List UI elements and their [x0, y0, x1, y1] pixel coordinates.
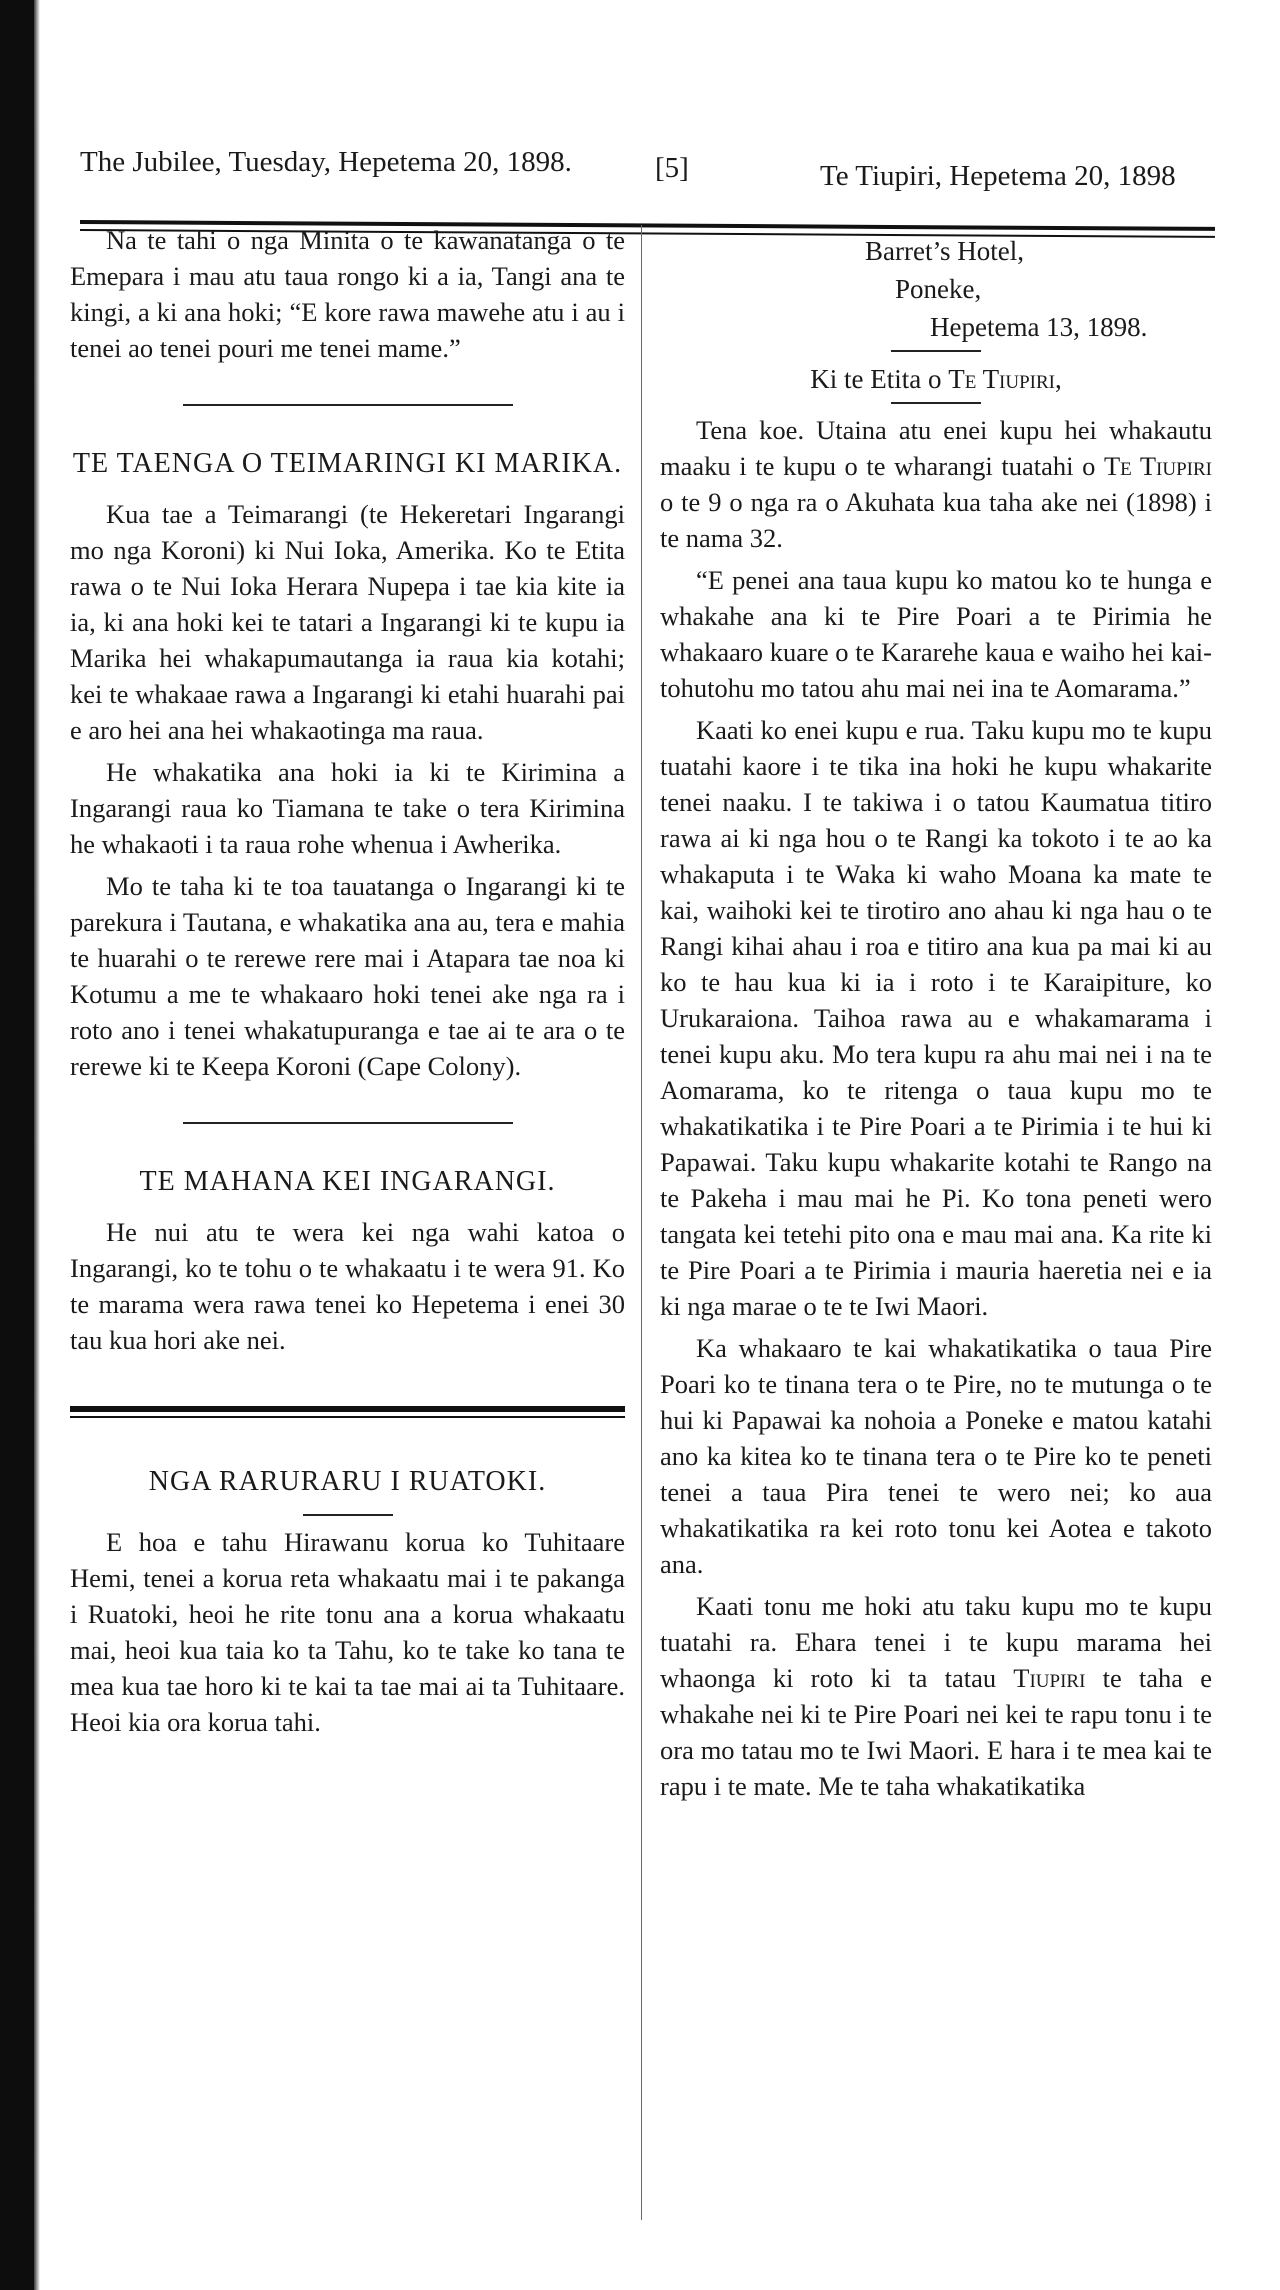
article-paragraph: He nui atu te wera kei nga wahi katoa o Ingarangi, ko te tohu o te whakaatu i te wera 91. Ko te marama wera rawa tenei ko Hepetema i enei 30 tau kua hori ake nei. — [70, 1217, 625, 1355]
letter-address-line: Poneke, — [895, 274, 982, 304]
letter-paragraph: “E penei ana taua kupu ko matou ko te hunga e whakahe ana ki te Pire Poari a te Pirimia he whakaaro kuare o te Kararehe kaua e waiho hei kai-tohutohu mo tatou ahu mai nei ina te Aomarama.” — [660, 565, 1212, 703]
double-rule-separator — [70, 1406, 625, 1418]
page-binding-edge — [0, 0, 34, 2290]
letter-paragraph: Ka whakaaro te kai whakatikatika o taua Pire Poari ko te tinana tera o te Pire, no te mutunga o te hui ki Papawai ka nohoia a Poneke e matou katahi ano ka kitea ko te tinana tera o te Pire ko te peneti tenei a taua Pira tenei te wero nei; ko aua whakatikatika ra kei roto tonu kei Aotea e takoto ana. — [660, 1333, 1212, 1579]
paper-name: Te Tiupiri — [1103, 451, 1212, 481]
column-divider — [641, 225, 642, 2220]
letter-separator — [891, 350, 981, 352]
letter-address-block — [660, 232, 1212, 346]
page-number: [5] — [655, 152, 689, 184]
letter-address-line: Barret’s Hotel, — [865, 236, 1024, 266]
intro-paragraph: Na te tahi o nga Minita o te kawanatanga o te Emepara i mau atu taua rongo ki a ia, Tangi ana te kingi, a ki ana hoki; “E kore rawa mawehe atu i au i tenei ao tenei pouri me tenei mame.” — [70, 225, 625, 363]
article-paragraph: Mo te taha ki te toa tauatanga o Ingarangi ki te parekura i Tautana, e whakatika ana au, tera e mahia te huarahi o te rerewe rere mai i Atapara tae noa ki Kotumu a me te whakaaro hoki tenei ake nga ra i roto ano i tenei whakatupuranga e tae ai te ara o te rerewe ki te Keepa Koroni (Cape Colony). — [70, 871, 625, 1081]
addressee-name: Te Tiupiri, — [948, 364, 1062, 394]
title-underline — [303, 1514, 393, 1516]
letter-addressee — [660, 360, 1212, 398]
left-column — [70, 222, 625, 1746]
article-paragraph: Kua tae a Teimarangi (te Hekeretari Ingarangi mo nga Koroni) ki Nui Ioka, Amerika. Ko te Etita rawa o te Nui Ioka Herara Nupepa i tae kia kite ia ia, ki ana hoki kei te tatari a Ingarangi ki te kupu ia Marika hei whakapumautanga ia raua kia kotahi; kei te whakaae rawa a Ingarangi ki etahi huarahi pai e aro hei ana hei whakaotinga ma raua. — [70, 499, 625, 745]
article-paragraph: He whakatika ana hoki ia ki te Kirimina a Ingarangi raua ko Tiamana te take o tera Kirimina he whakaoti i ta raua rohe whenua i Awherika. — [70, 757, 625, 859]
binding-shadow — [34, 0, 40, 2290]
header-english-title: The Jubilee, Tuesday, Hepetema 20, 1898. — [80, 146, 572, 178]
text-run: Kaati tonu me hoki atu taku kupu mo te kupu tuatahi ra. Ehara tenei i te kupu marama hei whaonga ki roto ki ta tatau — [660, 1591, 1212, 1693]
section-separator — [183, 404, 513, 406]
text-run: o te 9 o nga ra o Akuhata kua taha ake nei (1898) i te nama 32. — [660, 487, 1212, 553]
letter-paragraph — [660, 1588, 1212, 1804]
text-run: te taha e whakahe nei ki te Pire Poari nei kei te rapu tonu i te ora mo tatau mo te Iwi Maori. E hara i te mea kai te rapu i te mate. Me te taha whakatikatika — [660, 1663, 1213, 1801]
right-column — [660, 222, 1212, 1810]
addressee-prefix: Ki te Etita o — [810, 364, 942, 394]
letter-separator — [891, 402, 981, 404]
letter-paragraph — [660, 412, 1212, 556]
letter-paragraph: Kaati ko enei kupu e rua. Taku kupu mo te kupu tuatahi kaore i te tika ina hoki he kupu whakarite tenei naaku. I te takiwa i o tatou Kaumatua titiro rawa ai ki nga hou o te Rangi ka tokoto i te ao ka whakaputa i te Waka ki waho Moana ka mate te kai, waihoki kei te tirotiro ano ahau ki nga hau o te Rangi kihai ahau i roa e titiro ana kua pa mai ki au ko te hau kua ki ia i roto i te Karaipiture, ko Urukaraiona. Taihoa rawa au e whakamarama i tenei kupu aku. Mo tera kupu ra ahu mai nei i na te Aomarama, ko te ritenga o taua kupu mo te whakatikatika i te Pire Poari a te Pirimia i te hui ki Papawai. Taku kupu whakarite kotahi te Rango na te Pakeha i mau mai he Pi. Ko tona peneti wero tangata kei tetehi pito ona e mau mai ana. Ka rite ki te Pire Poari a te Pirimia i mauria haeretia nei e ia ki nga marae o te te Iwi Maori. — [660, 715, 1212, 1321]
page-header — [80, 138, 1210, 198]
article-paragraph: E hoa e tahu Hirawanu korua ko Tuhitaare Hemi, tenei a korua reta whakaatu mai i te pakanga i Ruatoki, heoi he rite tonu ana a korua whakaatu mai, heoi kua taia ko ta Tahu, ko te take ko tana te mea kua tae horo ki te kai ta tae mai ai ta Tuhitaare. Heoi kia ora korua tahi. — [70, 1527, 625, 1737]
section-separator — [183, 1122, 513, 1124]
letter-date: Hepetema 13, 1898. — [930, 312, 1148, 342]
article-title-teimaringi: TE TAENGA O TEIMARINGI KI MARIKA. — [72, 448, 623, 479]
text-run: Tena koe. Utaina atu enei kupu hei whakautu maaku i te kupu o te wharangi tuatahi o — [660, 415, 1212, 481]
article-title-ruatoki: NGA RARURARU I RUATOKI. — [148, 1466, 547, 1497]
paper-name: Tiupiri — [1013, 1663, 1086, 1693]
header-maori-title: Te Tiupiri, Hepetema 20, 1898 — [820, 160, 1176, 192]
article-title-mahana: TE MAHANA KEI INGARANGI. — [139, 1166, 556, 1197]
